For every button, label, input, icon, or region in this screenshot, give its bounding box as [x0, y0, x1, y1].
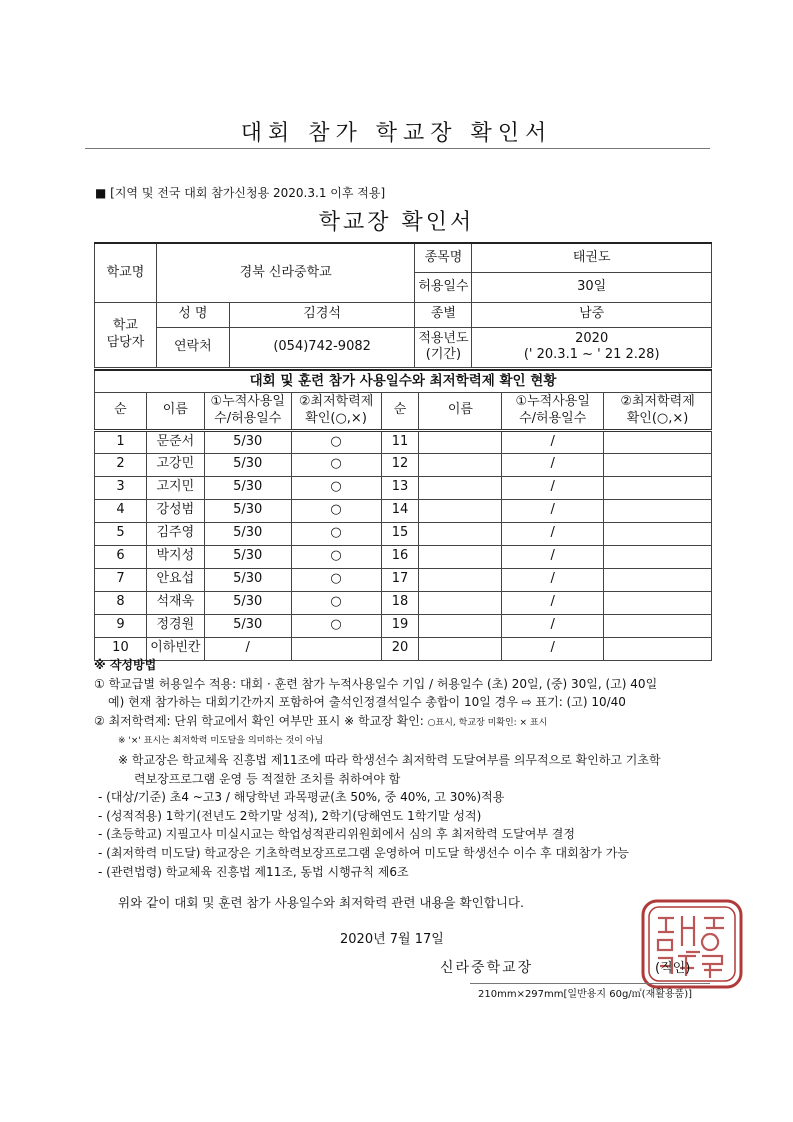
row-days: 5/30 — [204, 476, 291, 499]
header-days-2 — [502, 392, 604, 430]
row-name-2 — [419, 545, 502, 568]
row-check: ○ — [291, 568, 381, 591]
year-label-line2: (기간) — [425, 347, 462, 362]
header-name: 이름 — [146, 392, 204, 430]
row-name: 박지성 — [146, 545, 204, 568]
table-row — [95, 522, 712, 545]
row-check-2 — [604, 545, 712, 568]
header-name-2: 이름 — [419, 392, 502, 430]
note-line: ① 학교급별 허용일수 적용: 대회 · 훈련 참가 누적사용일수 기입 / 허용일수 (초) 20일, (중) 30일, (고) 40일 — [94, 676, 658, 691]
note-line: - (최저학력 미도달) 학교장은 기초학력보장프로그램 운영하여 미도달 학생선수 이수 후 대회참가 가능 — [98, 845, 629, 860]
note-line: - (대상/기준) 초4 ~고3 / 해당학년 과목평균(초 50%, 중 40%, 고 30%)적용 — [98, 790, 505, 805]
row-check-2 — [604, 476, 712, 499]
row-check-2 — [604, 453, 712, 476]
row-days-2: / — [502, 522, 604, 545]
row-no-2: 19 — [381, 614, 419, 637]
note-line-text: ② 최저학력제: 단위 학교에서 확인 여부만 표시 ※ 학교장 확인: — [94, 713, 428, 728]
header-academic-line2: 확인(○,×) — [305, 410, 367, 426]
row-days: 5/30 — [204, 591, 291, 614]
row-name: 이하빈칸 — [146, 637, 204, 660]
row-name-2 — [419, 614, 502, 637]
row-no-2: 13 — [381, 476, 419, 499]
row-check: ○ — [291, 453, 381, 476]
official-seal-icon — [640, 898, 744, 990]
note-line: 력보장프로그램 운영 등 적절한 조치를 취하여야 함 — [134, 771, 401, 786]
row-no: 9 — [95, 614, 147, 637]
row-no: 3 — [95, 476, 147, 499]
row-check-2 — [604, 499, 712, 522]
row-days-2: / — [502, 430, 604, 453]
row-name: 고지민 — [146, 476, 204, 499]
row-days: 5/30 — [204, 614, 291, 637]
row-name: 고강민 — [146, 453, 204, 476]
row-no: 7 — [95, 568, 147, 591]
year-cell — [472, 327, 712, 367]
allowed-days-value: 30일 — [472, 272, 712, 302]
table-row — [95, 499, 712, 522]
header-academic — [291, 392, 381, 430]
gender-label: 종별 — [415, 302, 472, 327]
note-line: ※ 학교장은 학교체육 진흥법 제11조에 따라 학생선수 최저학력 도달여부를 의무적으로 확인하고 기초학 — [118, 752, 661, 767]
row-check: ○ — [291, 430, 381, 453]
note-line: ※ '×' 표시는 최저학력 미도달을 의미하는 것이 아님 — [118, 736, 324, 747]
seal-label: (직인) — [655, 961, 691, 976]
row-no-2: 17 — [381, 568, 419, 591]
row-check: ○ — [291, 499, 381, 522]
period-value: (' 20.3.1 ~ ' 21 2.28) — [523, 347, 660, 362]
row-no: 6 — [95, 545, 147, 568]
confirmation-text: 위와 같이 대회 및 훈련 참가 사용일수와 최저학력 관련 내용을 확인합니다. — [118, 895, 524, 910]
row-check: ○ — [291, 614, 381, 637]
row-days: 5/30 — [204, 499, 291, 522]
note-line: 예) 현재 참가하는 대회기간까지 포함하여 출석인정결석일수 총합이 10일 경우 ⇨ 표기: (고) 10/40 — [108, 695, 626, 710]
row-name-2 — [419, 568, 502, 591]
row-no: 4 — [95, 499, 147, 522]
name-value: 김경석 — [229, 302, 415, 327]
row-name: 안요섭 — [146, 568, 204, 591]
row-days-2: / — [502, 637, 604, 660]
title-divider — [85, 148, 710, 149]
school-info-table — [94, 242, 712, 368]
row-no-2: 20 — [381, 637, 419, 660]
notes-heading: ※ 작성방법 — [94, 658, 157, 672]
row-check: ○ — [291, 591, 381, 614]
form-title: 학교장 확인서 — [318, 210, 475, 235]
row-no-2: 11 — [381, 430, 419, 453]
year-value: 2020 — [575, 330, 609, 346]
header-academic-line1: ②최저학력제 — [298, 394, 374, 410]
header-academic-2-line1: ②최저학력제 — [620, 394, 695, 410]
row-check-2 — [604, 430, 712, 453]
row-no: 10 — [95, 637, 147, 660]
row-no-2: 18 — [381, 591, 419, 614]
row-name-2 — [419, 499, 502, 522]
row-days: 5/30 — [204, 545, 291, 568]
table-row — [95, 476, 712, 499]
row-days: 5/30 — [204, 430, 291, 453]
writing-instructions — [94, 656, 714, 881]
table-row — [95, 614, 712, 637]
table-row — [95, 430, 712, 453]
row-check: ○ — [291, 522, 381, 545]
row-no: 5 — [95, 522, 147, 545]
row-no-2: 15 — [381, 522, 419, 545]
table-row — [95, 568, 712, 591]
event-value: 태권도 — [472, 243, 712, 272]
row-check-2 — [604, 522, 712, 545]
row-name: 김주영 — [146, 522, 204, 545]
row-no: 1 — [95, 430, 147, 453]
row-days-2: / — [502, 614, 604, 637]
note-line: - (초등학교) 지필고사 미실시교는 학업성적관리위원회에서 심의 후 최저학력 도달여부 결정 — [98, 827, 575, 842]
row-days-2: / — [502, 453, 604, 476]
note-line: - (관련법령) 학교체육 진흥법 제11조, 동법 시행규칙 제6조 — [98, 864, 409, 879]
row-days: 5/30 — [204, 568, 291, 591]
row-name: 정경원 — [146, 614, 204, 637]
row-name: 석재욱 — [146, 591, 204, 614]
allowed-days-label: 허용일수 — [415, 272, 472, 302]
row-days-2: / — [502, 476, 604, 499]
table-row — [95, 591, 712, 614]
header-no: 순 — [95, 392, 147, 430]
name-label: 성 명 — [156, 302, 229, 327]
row-name: 문준서 — [146, 430, 204, 453]
row-days-2: / — [502, 591, 604, 614]
row-name-2 — [419, 476, 502, 499]
row-days: 5/30 — [204, 522, 291, 545]
row-no-2: 14 — [381, 499, 419, 522]
note-line — [94, 712, 714, 733]
status-table — [94, 369, 712, 661]
row-name-2 — [419, 591, 502, 614]
school-label: 학교명 — [95, 243, 157, 302]
status-heading: 대회 및 훈련 참가 사용일수와 최저학력제 확인 현황 — [95, 370, 712, 392]
row-name-2 — [419, 522, 502, 545]
note-line: - (성적적용) 1학기(전년도 2학기말 성적), 2학기(당해연도 1학기말 성적) — [98, 808, 482, 823]
note-line-small: ○표시, 학교장 미확인: × 표시 — [427, 717, 548, 728]
header-days-2-line1: ①누적사용일 — [515, 394, 590, 410]
row-name-2 — [419, 430, 502, 453]
row-no-2: 16 — [381, 545, 419, 568]
header-days — [204, 392, 291, 430]
header-academic-2-line2: 확인(○,×) — [626, 410, 689, 426]
header-days-line1: ①누적사용일 — [210, 394, 285, 410]
header-academic-2 — [604, 392, 712, 430]
contact-value: (054)742-9082 — [229, 327, 415, 367]
row-name: 강성범 — [146, 499, 204, 522]
principal-title: 신라중학교장 — [440, 960, 534, 976]
row-check: ○ — [291, 545, 381, 568]
scope-note: ■ [지역 및 전국 대회 참가신청용 2020.3.1 이후 적용] — [95, 186, 386, 200]
header-no-2: 순 — [381, 392, 419, 430]
table-row — [95, 545, 712, 568]
contact-label: 연락처 — [156, 327, 229, 367]
table-row — [95, 453, 712, 476]
school-value: 경북 신라중학교 — [156, 243, 415, 302]
row-name-2 — [419, 453, 502, 476]
row-check: ○ — [291, 476, 381, 499]
manager-label — [95, 302, 157, 367]
row-days: 5/30 — [204, 453, 291, 476]
manager-label-line1: 학교 — [112, 318, 138, 334]
row-no: 8 — [95, 591, 147, 614]
row-days-2: / — [502, 568, 604, 591]
row-no: 2 — [95, 453, 147, 476]
row-days-2: / — [502, 545, 604, 568]
row-days: / — [204, 637, 291, 660]
row-check-2 — [604, 568, 712, 591]
document-title: 대회 참가 학교장 확인서 — [240, 121, 553, 146]
row-no-2: 12 — [381, 453, 419, 476]
row-check-2 — [604, 591, 712, 614]
event-label: 종목명 — [415, 243, 472, 272]
year-label-line1: 적용년도 — [418, 330, 469, 346]
header-days-2-line2: 수/허용일수 — [519, 410, 587, 426]
issue-date: 2020년 7월 17일 — [340, 932, 444, 947]
year-label — [415, 327, 472, 367]
paper-spec: 210mm×297mm[일반용지 60g/㎡(재활용품)] — [478, 989, 693, 1000]
row-days-2: / — [502, 499, 604, 522]
header-days-line2: 수/허용일수 — [214, 410, 282, 426]
gender-value: 남중 — [472, 302, 712, 327]
row-check-2 — [604, 614, 712, 637]
manager-label-line2: 담당자 — [106, 334, 145, 350]
footer-divider — [470, 983, 710, 984]
